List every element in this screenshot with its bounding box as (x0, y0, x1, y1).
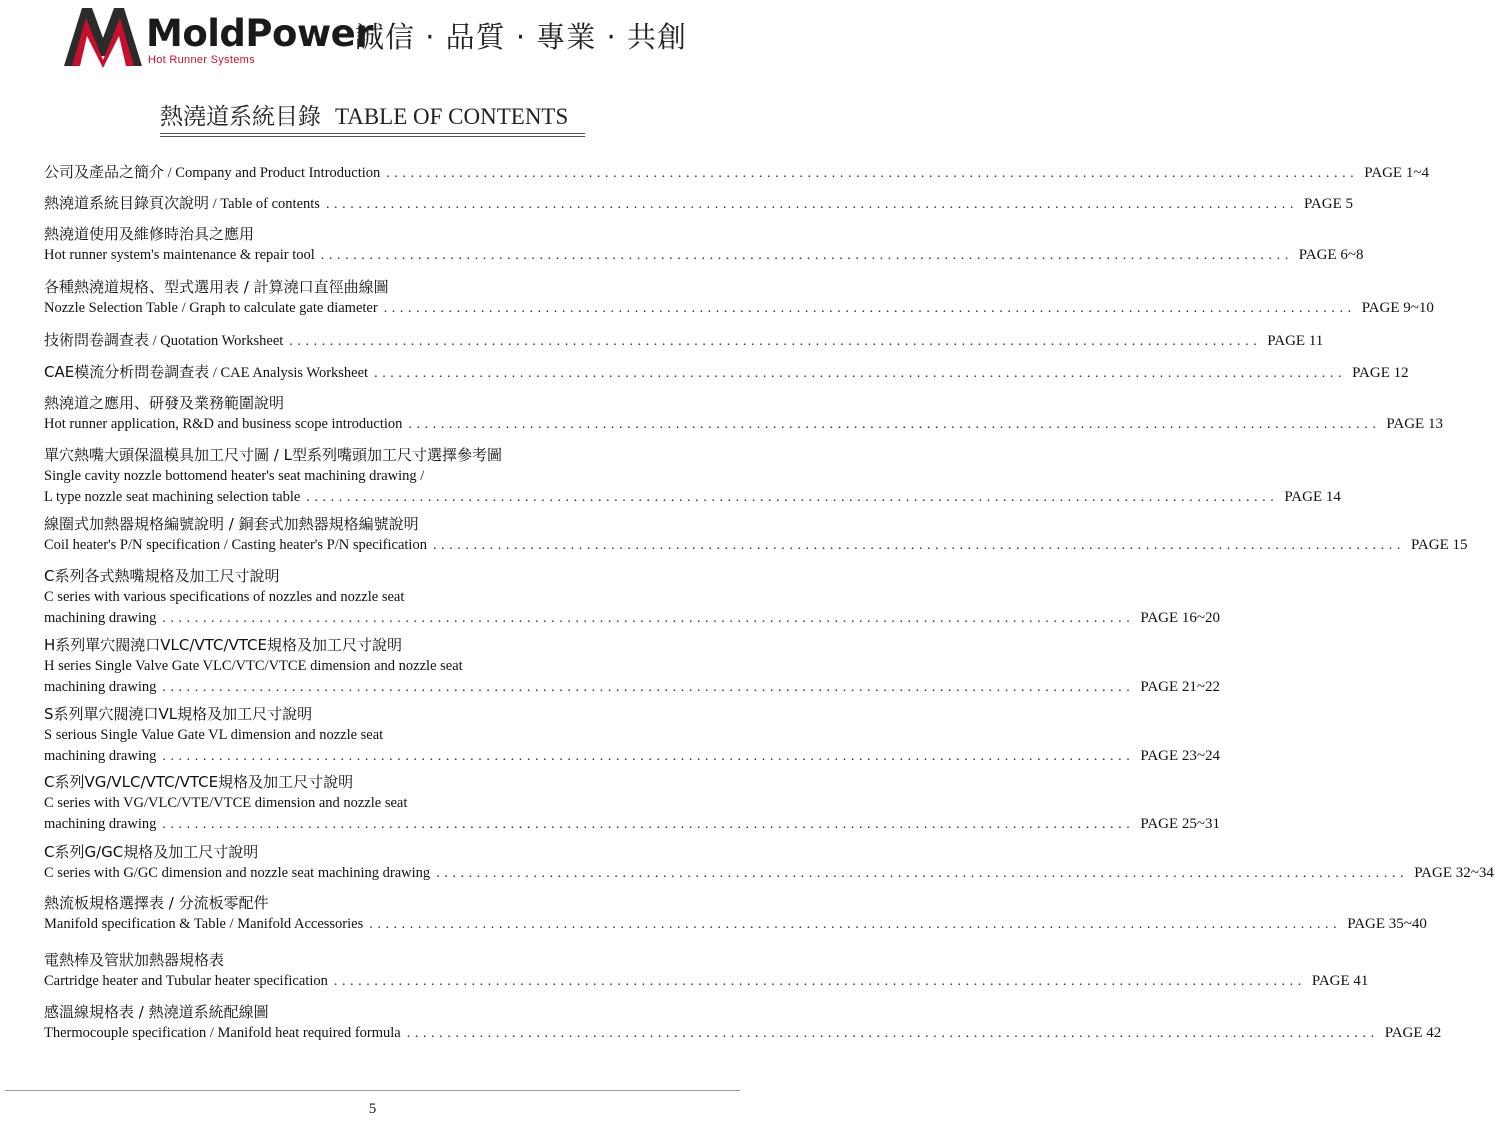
toc-entry[interactable]: H系列單穴閥澆口VLC/VTC/VTCE規格及加工尺寸說明 H series Single Valve Gate VLC/VTC/VTCE dimension and nozzle seat machining drawing ........................................................................................................................ PAGE 21~22 (44, 635, 704, 698)
toc-entry[interactable]: 熱澆道系統目錄頁次說明 / Table of contents ........................................................................................................................ PAGE 5 (44, 193, 704, 214)
dot-leader: ........................................................................................................................ (289, 334, 1262, 349)
toc-entry-zh: 單穴熱嘴大頭保溫模具加工尺寸圖 / L型系列嘴頭加工尺寸選擇參考圖 (44, 446, 502, 464)
toc-page: PAGE 32~34 (1414, 865, 1494, 881)
dot-leader: ........................................................................................................................ (432, 538, 1405, 553)
footer-rule (5, 1090, 740, 1091)
toc-entry-en: H series Single Valve Gate VLC/VTC/VTCE dimension and nozzle seat (44, 658, 463, 674)
toc-page: PAGE 25~31 (1140, 816, 1221, 832)
dot-leader: ........................................................................................................................ (162, 680, 1135, 695)
toc-entry[interactable]: 熱流板規格選擇表 / 分流板零配件 Manifold specification & Table / Manifold Accessories ........................................................................................................................ PAGE 35~40 (44, 893, 704, 935)
toc-page: PAGE 15 (1410, 537, 1468, 553)
toc-entry-en: C series with various specifications of nozzles and nozzle seat (44, 589, 405, 605)
toc-entry[interactable]: CAE模流分析問卷調查表 / CAE Analysis Worksheet ........................................................................................................................ PAGE 12 (44, 362, 704, 383)
toc-page: PAGE 16~20 (1140, 610, 1221, 626)
toc-page: PAGE 11 (1267, 333, 1324, 349)
toc-page: PAGE 42 (1384, 1025, 1442, 1041)
dot-leader: ........................................................................................................................ (162, 817, 1135, 832)
toc-entry-zh: 感溫線規格表 / 熱澆道系統配線圖 (44, 1003, 269, 1021)
toc-entry-zh: 熱澆道之應用、研發及業務範圍說明 (44, 394, 285, 412)
dot-leader: ........................................................................................................................ (436, 866, 1409, 881)
toc-page: PAGE 12 (1352, 365, 1409, 381)
toc-title-en: TABLE OF CONTENTS (335, 104, 569, 129)
dot-leader: ........................................................................................................................ (306, 490, 1279, 505)
dot-leader: ........................................................................................................................ (162, 611, 1135, 626)
toc-entry[interactable]: 熱澆道之應用、研發及業務範圍說明 Hot runner application, R&D and business scope introduction ........................................................................................................................ PAGE 13 (44, 393, 704, 435)
slogan: 誠信 · 品質 · 專業 · 共創 (355, 20, 687, 54)
dot-leader: ........................................................................................................................ (374, 366, 1347, 381)
toc-entry-zh: C系列VG/VLC/VTC/VTCE規格及加工尺寸說明 (44, 773, 354, 791)
toc-entry-en: C series with VG/VLC/VTE/VTCE dimension and nozzle seat (44, 795, 408, 811)
toc-entry-zh: 熱澆道使用及維修時治具之應用 (44, 225, 255, 243)
toc-entry-zh: H系列單穴閥澆口VLC/VTC/VTCE規格及加工尺寸說明 (44, 636, 402, 654)
toc-entry-en: Single cavity nozzle bottomend heater's seat machining drawing / (44, 468, 425, 484)
toc-title-zh: 熱澆道系統目錄 (160, 104, 321, 130)
toc-entry[interactable]: 感溫線規格表 / 熱澆道系統配線圖 Thermocouple specification / Manifold heat required formula ........................................................................................................................ PAGE 42 (44, 1002, 704, 1044)
toc-page: PAGE 21~22 (1140, 679, 1221, 695)
toc-page: PAGE 13 (1386, 416, 1443, 432)
toc-entry[interactable]: 公司及產品之簡介 / Company and Product Introduction ........................................................................................................................ PAGE 1~4 (44, 162, 704, 183)
toc-entry[interactable]: 技術問卷調查表 / Quotation Worksheet ........................................................................................................................ PAGE 11 (44, 330, 704, 351)
toc-page: PAGE 5 (1303, 196, 1353, 212)
toc-entry[interactable]: 線圈式加熱器規格編號說明 / 銅套式加熱器規格編號說明 Coil heater's P/N specification / Casting heater's P/N specification ........................................................................................................................ PAGE 15 (44, 514, 704, 556)
toc-entry-zh: 熱流板規格選擇表 / 分流板零配件 (44, 894, 269, 912)
dot-leader: ........................................................................................................................ (386, 166, 1359, 181)
toc-entry-zh: C系列各式熱嘴規格及加工尺寸說明 (44, 567, 280, 585)
dot-leader: ........................................................................................................................ (383, 301, 1356, 316)
toc-entry-en: S serious Single Value Gate VL dimension and nozzle seat (44, 727, 384, 743)
toc-entry[interactable]: 電熱棒及管狀加熱器規格表 Cartridge heater and Tubular heater specification ........................................................................................................................ PAGE 41 (44, 950, 704, 992)
toc-page: PAGE 1~4 (1364, 165, 1429, 181)
dot-leader: ........................................................................................................................ (369, 917, 1342, 932)
toc-page: PAGE 35~40 (1347, 916, 1427, 932)
brand-name: MoldPower (146, 12, 373, 55)
dot-leader: ........................................................................................................................ (333, 974, 1306, 989)
toc-entry-zh: 各種熱澆道規格、型式選用表 / 計算澆口直徑曲線圖 (44, 278, 389, 296)
dot-leader: ........................................................................................................................ (320, 248, 1293, 263)
toc-entry[interactable]: 熱澆道使用及維修時治具之應用 Hot runner system's maintenance & repair tool ........................................................................................................................ PAGE 6~8 (44, 224, 704, 266)
brand-subtitle: Hot Runner Systems (148, 54, 255, 66)
toc-entry[interactable]: C系列VG/VLC/VTC/VTCE規格及加工尺寸說明 C series with VG/VLC/VTE/VTCE dimension and nozzle seat machining drawing ........................................................................................................................ PAGE 25~31 (44, 772, 704, 835)
toc-entry-zh: S系列單穴閥澆口VL規格及加工尺寸說明 (44, 705, 313, 723)
toc-entry[interactable]: C系列G/GC規格及加工尺寸說明 C series with G/GC dimension and nozzle seat machining drawing ........................................................................................................................ PAGE 32~34 (44, 842, 704, 884)
toc-page: PAGE 6~8 (1298, 247, 1364, 263)
toc-page: PAGE 14 (1284, 489, 1341, 505)
toc-entry[interactable]: C系列各式熱嘴規格及加工尺寸說明 C series with various specifications of nozzles and nozzle seat machining drawing ........................................................................................................................ PAGE 16~20 (44, 566, 704, 629)
toc-entry-zh: C系列G/GC規格及加工尺寸說明 (44, 843, 259, 861)
dot-leader: ........................................................................................................................ (406, 1026, 1379, 1041)
toc-entry[interactable]: S系列單穴閥澆口VL規格及加工尺寸說明 S serious Single Value Gate VL dimension and nozzle seat machining drawing ........................................................................................................................ PAGE 23~24 (44, 704, 704, 767)
toc-page: PAGE 41 (1311, 973, 1369, 989)
toc-entry[interactable]: 單穴熱嘴大頭保溫模具加工尺寸圖 / L型系列嘴頭加工尺寸選擇參考圖 Single cavity nozzle bottomend heater's seat machining drawing / L type nozzle seat machining selection table ........................................................................................................................ PAGE 14 (44, 445, 704, 508)
dot-leader: ........................................................................................................................ (408, 417, 1381, 432)
dot-leader: ........................................................................................................................ (325, 197, 1298, 212)
page-number: 5 (368, 1101, 377, 1117)
toc-entry-zh: 線圈式加熱器規格編號說明 / 銅套式加熱器規格編號說明 (44, 515, 419, 533)
dot-leader: ........................................................................................................................ (162, 749, 1135, 764)
toc-entry[interactable]: 各種熱澆道規格、型式選用表 / 計算澆口直徑曲線圖 Nozzle Selection Table / Graph to calculate gate diameter ........................................................................................................................ PAGE 9~10 (44, 277, 704, 319)
toc-page: PAGE 9~10 (1361, 300, 1434, 316)
toc-page: PAGE 23~24 (1140, 748, 1221, 764)
toc-entry-zh: 電熱棒及管狀加熱器規格表 (44, 951, 225, 969)
